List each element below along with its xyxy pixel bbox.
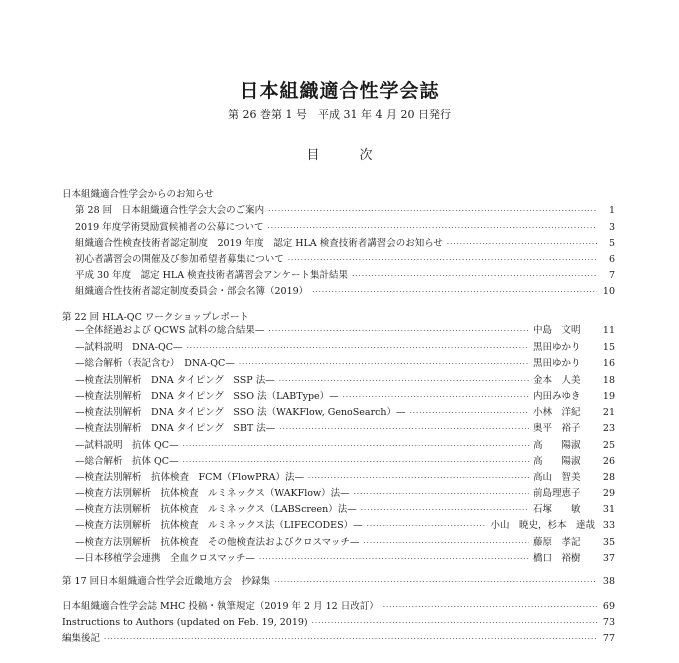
leader-dots bbox=[274, 574, 597, 590]
entry-title: 第 28 回 日本組織適合性学会大会のご案内 bbox=[75, 205, 265, 216]
page-number: 6 bbox=[608, 254, 615, 265]
author: 奥平 裕子 bbox=[533, 423, 581, 434]
toc-entry[interactable] bbox=[75, 268, 615, 284]
page-number: 5 bbox=[608, 238, 615, 249]
page-number: 16 bbox=[602, 358, 615, 369]
entry-title: 2019 年度学術奨励賞候補者の公募について bbox=[75, 222, 264, 233]
toc-entry[interactable] bbox=[75, 502, 615, 518]
issue-info: 第 26 巻第 1 号 平成 31 年 4 月 20 日発行 bbox=[228, 108, 451, 121]
author: 橋口 裕樹 bbox=[533, 553, 581, 564]
entry-title: —検査方法別解析 抗体検査 ルミネックス（WAKFlow）法— bbox=[75, 488, 350, 499]
toc-entry[interactable] bbox=[75, 284, 615, 300]
entry-title: —試料説明 抗体 QC— bbox=[75, 440, 179, 451]
entry-title: —総合解析 抗体 QC— bbox=[75, 456, 179, 467]
toc-entry[interactable] bbox=[75, 470, 615, 486]
leader-dots bbox=[183, 438, 529, 454]
author: 高 陽淑 bbox=[533, 456, 581, 467]
toc-entry[interactable] bbox=[75, 454, 615, 470]
page-number: 21 bbox=[602, 407, 615, 418]
author: 石塚 敏 bbox=[533, 504, 581, 515]
toc-entry[interactable] bbox=[75, 203, 615, 219]
page-number: 26 bbox=[602, 456, 615, 467]
entry-title: 第 17 回日本組織適合性学会近畿地方会 抄録集 bbox=[62, 576, 271, 587]
page-number: 69 bbox=[602, 601, 615, 612]
author: 前島理恵子 bbox=[533, 488, 581, 499]
author: 高 陽淑 bbox=[533, 440, 581, 451]
page-number: 73 bbox=[602, 617, 615, 628]
toc-entry[interactable] bbox=[75, 438, 615, 454]
entry-title: —検査方法別解析 抗体検査 その他検査法およびクロスマッチ— bbox=[75, 537, 360, 548]
entry-title: 日本組織適合性学会誌 MHC 投稿・執筆規定（2019 年 2 月 12 日改訂） bbox=[62, 601, 379, 612]
entry-title: —検査法別解析 DNA タイピング SSO 法（LABType）— bbox=[75, 391, 339, 402]
leader-dots bbox=[259, 551, 529, 567]
toc-heading-char-2: 次 bbox=[359, 148, 373, 163]
toc-entry-kinki-abstracts[interactable] bbox=[62, 574, 615, 590]
page-number: 25 bbox=[602, 440, 615, 451]
page-number: 10 bbox=[602, 286, 615, 297]
leader-dots bbox=[279, 373, 529, 389]
leader-dots bbox=[361, 502, 529, 518]
page-number: 28 bbox=[602, 472, 615, 483]
leader-dots bbox=[447, 236, 597, 252]
page-number: 37 bbox=[602, 553, 615, 564]
leader-dots bbox=[187, 340, 529, 356]
toc-entry[interactable] bbox=[75, 389, 615, 405]
entry-title: Instructions to Authors (updated on Feb. 19, 2019) bbox=[62, 617, 308, 628]
leader-dots bbox=[279, 421, 529, 437]
toc-entry[interactable] bbox=[75, 323, 615, 339]
leader-dots bbox=[343, 389, 529, 405]
entry-title: —総合解析（表記含む） DNA-QC— bbox=[75, 358, 235, 369]
entry-title: —全体経過および QCWS 試料の総合結果— bbox=[75, 325, 265, 336]
toc-entry[interactable] bbox=[75, 220, 615, 236]
entry-title: 編集後記 bbox=[62, 633, 101, 644]
section-title-hla-qc-workshop: 第 22 回 HLA-QC ワークショップレポート bbox=[62, 312, 249, 323]
leader-dots bbox=[268, 220, 597, 236]
leader-dots bbox=[383, 599, 597, 615]
leader-dots bbox=[312, 284, 597, 300]
author: 黒田ゆかり bbox=[533, 342, 581, 353]
author: 高山 智美 bbox=[533, 472, 581, 483]
entry-title: 初心者講習会の開催及び参加希望者募集について bbox=[75, 254, 284, 265]
leader-dots bbox=[410, 405, 529, 421]
page-number: 33 bbox=[602, 520, 615, 531]
leader-dots bbox=[312, 615, 597, 631]
leader-dots bbox=[268, 323, 529, 339]
toc-entry[interactable] bbox=[75, 340, 615, 356]
leader-dots bbox=[308, 470, 529, 486]
author: 内田みゆき bbox=[533, 391, 581, 402]
page-number: 77 bbox=[602, 633, 615, 644]
leader-dots bbox=[268, 203, 597, 219]
leader-dots bbox=[363, 535, 529, 551]
entry-title: —検査法別解析 DNA タイピング SBT 法— bbox=[75, 423, 276, 434]
entry-title: 組織適合性検査技術者認定制度 2019 年度 認定 HLA 検査技術者講習会のお知らせ bbox=[75, 238, 443, 249]
leader-dots bbox=[104, 631, 597, 647]
toc-entry[interactable] bbox=[75, 551, 615, 567]
toc-entry[interactable] bbox=[75, 252, 615, 268]
leader-dots bbox=[352, 268, 597, 284]
page-number: 35 bbox=[602, 537, 615, 548]
page-number: 38 bbox=[602, 576, 615, 587]
entry-title: —検査方法別解析 抗体検査 ルミネックス（LABScreen）法— bbox=[75, 504, 357, 515]
entry-title: —試料説明 DNA-QC— bbox=[75, 342, 183, 353]
author: 黒田ゆかり bbox=[533, 358, 581, 369]
page-number: 3 bbox=[608, 222, 615, 233]
toc-entry-submission-rules[interactable] bbox=[62, 599, 615, 615]
toc-heading bbox=[0, 144, 679, 163]
author: 金本 人美 bbox=[533, 375, 581, 386]
toc-entry[interactable] bbox=[75, 405, 615, 421]
page-number: 11 bbox=[602, 325, 615, 336]
toc-entry[interactable] bbox=[75, 486, 615, 502]
page-number: 29 bbox=[602, 488, 615, 499]
leader-dots bbox=[239, 356, 529, 372]
toc-entry[interactable] bbox=[75, 421, 615, 437]
toc-entry[interactable] bbox=[75, 535, 615, 551]
author: 藤原 孝記 bbox=[533, 537, 581, 548]
page-number: 15 bbox=[602, 342, 615, 353]
author: 小山 暁史，杉本 達哉 bbox=[490, 520, 595, 531]
journal-title: 日本組織適合性学会誌 bbox=[239, 80, 440, 102]
page-number: 23 bbox=[602, 423, 615, 434]
page-number: 18 bbox=[602, 375, 615, 386]
entry-title: 平成 30 年度 認定 HLA 検査技術者講習会アンケート集計結果 bbox=[75, 270, 349, 281]
page-number: 19 bbox=[602, 391, 615, 402]
entry-title: —検査法別解析 抗体検査 FCM（FlowPRA）法— bbox=[75, 472, 304, 483]
leader-dots bbox=[288, 252, 597, 268]
toc-heading-char-1: 目 bbox=[306, 148, 320, 163]
author: 中島 文明 bbox=[533, 325, 581, 336]
author: 小林 洋紀 bbox=[533, 407, 581, 418]
leader-dots bbox=[354, 486, 529, 502]
entry-title: 組織適合性技術者認定制度委員会・部会名簿（2019） bbox=[75, 286, 309, 297]
page-number: 7 bbox=[608, 270, 615, 281]
section-title-society-news: 日本組織適合性学会からのお知らせ bbox=[62, 189, 214, 200]
toc-entry[interactable] bbox=[75, 236, 615, 252]
toc-entry-instructions-to-authors[interactable] bbox=[62, 615, 615, 631]
page-number: 1 bbox=[608, 205, 615, 216]
entry-title: —検査法別解析 DNA タイピング SSO 法（WAKFlow, GenoSearch）— bbox=[75, 407, 406, 418]
toc-entry[interactable] bbox=[75, 356, 615, 372]
toc-entry[interactable] bbox=[75, 373, 615, 389]
page-number: 31 bbox=[602, 504, 615, 515]
toc-entry[interactable] bbox=[75, 518, 615, 534]
leader-dots bbox=[183, 454, 529, 470]
toc-entry-editorial-postscript[interactable] bbox=[62, 631, 615, 647]
entry-title: —日本移植学会連携 全血クロスマッチ— bbox=[75, 553, 255, 564]
leader-dots bbox=[367, 518, 487, 534]
entry-title: —検査法別解析 DNA タイピング SSP 法— bbox=[75, 375, 275, 386]
entry-title: —検査方法別解析 抗体検査 ルミネックス法（LIFECODES）— bbox=[75, 520, 363, 531]
